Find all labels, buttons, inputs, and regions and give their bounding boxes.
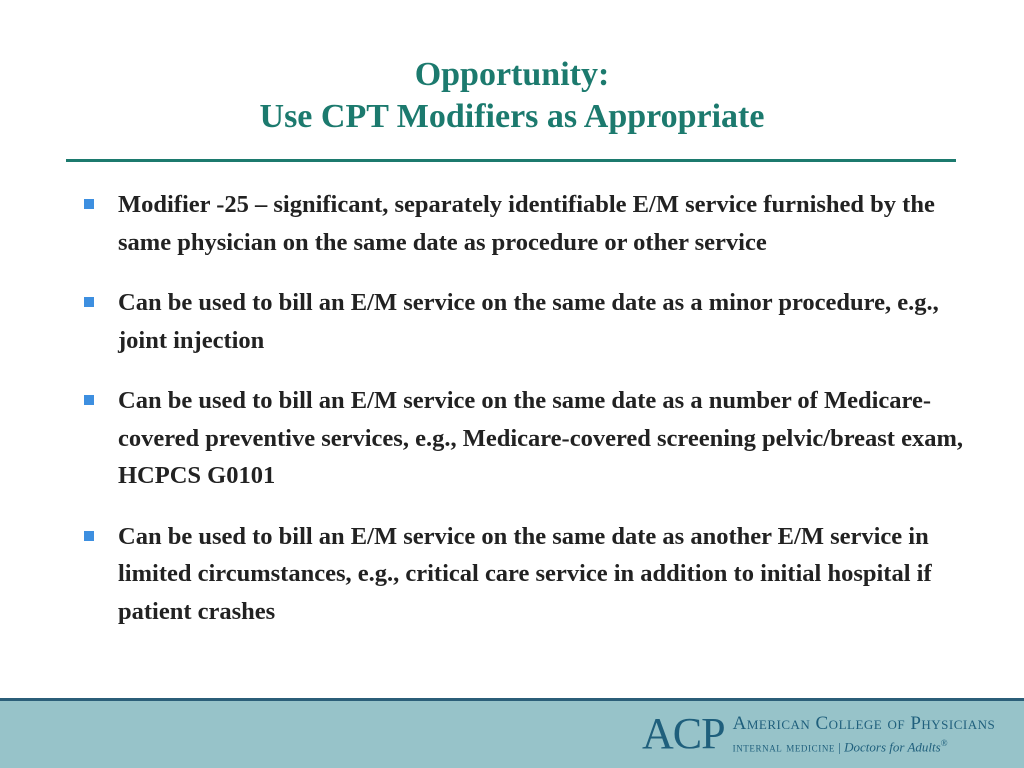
logo-subtitle	[733, 735, 996, 755]
square-bullet-icon	[84, 199, 94, 209]
bullet-text: Modifier -25 – significant, separately identifiable E/M service furnished by the same physician on the same date as procedure or other service	[118, 191, 935, 256]
square-bullet-icon	[84, 531, 94, 541]
title-divider	[66, 159, 956, 162]
slide-title-line-2: Use CPT Modifiers as Appropriate	[259, 98, 765, 135]
organization-tagline: Doctors for Adults	[844, 739, 941, 755]
bullet-text: Can be used to bill an E/M service on the same date as another E/M service in limited circumstances, e.g., critical care service in addition to initial hospital if patient crashes	[118, 522, 932, 625]
square-bullet-icon	[84, 395, 94, 405]
organization-name: American College of Physicians	[732, 712, 996, 734]
bullet-list	[82, 186, 972, 653]
footer-band	[0, 701, 1024, 768]
square-bullet-icon	[84, 297, 94, 307]
logo-text	[733, 713, 996, 755]
registered-mark: ®	[940, 737, 948, 748]
logo-separator: |	[838, 739, 841, 755]
bullet-text: Can be used to bill an E/M service on the same date as a minor procedure, e.g., joint injection	[118, 289, 939, 354]
acp-logo	[642, 709, 995, 759]
slide-title-line-1: Opportunity:	[414, 56, 610, 93]
logo-mark: ACP	[642, 709, 725, 758]
slide-title	[0, 54, 1024, 138]
bullet-text: Can be used to bill an E/M service on the same date as a number of Medicare-covered preventive services, e.g., Medicare-covered screening pelvic/breast exam, HCPCS G0101	[118, 387, 963, 489]
organization-subtitle: internal medicine	[732, 739, 836, 755]
bullet-item	[82, 186, 972, 261]
bullet-item	[82, 518, 972, 631]
bullet-item	[82, 284, 972, 359]
bullet-item	[82, 382, 972, 495]
